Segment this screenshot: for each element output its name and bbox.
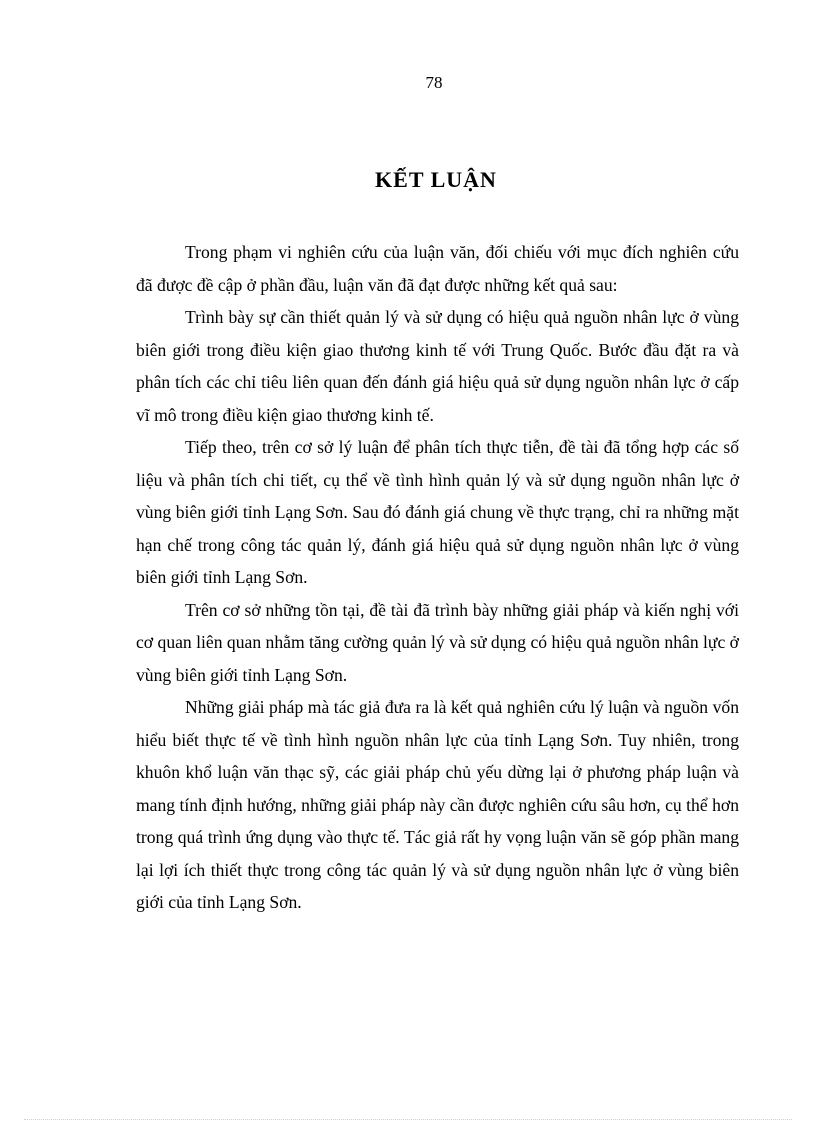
paragraph-intro: Trong phạm vi nghiên cứu của luận văn, đối chiếu với mục đích nghiên cứu đã được đề cập ở phần đầu, luận văn đã đạt được những kết quả sau:: [136, 242, 739, 295]
paragraph-analysis: Tiếp theo, trên cơ sở lý luận để phân tích thực tiễn, đề tài đã tổng hợp các số liệu và phân tích chi tiết, cụ thể về tình hình quản lý và sử dụng nguồn nhân lực ở vùng biên giới tỉnh Lạng Sơn. Sau đó đánh giá chung về thực trạng, chỉ ra những mặt hạn chế trong công tác quản lý, đánh giá hiệu quả sử dụng nguồn nhân lực ở vùng biên giới tỉnh Lạng Sơn.: [136, 437, 739, 587]
body-text: [136, 236, 739, 919]
paragraph-necessity: Trình bày sự cần thiết quản lý và sử dụng có hiệu quả nguồn nhân lực ở vùng biên giới trong điều kiện giao thương kinh tế với Trung Quốc. Bước đầu đặt ra và phân tích các chỉ tiêu liên quan đến đánh giá hiệu quả sử dụng nguồn nhân lực ở cấp vĩ mô trong điều kiện giao thương kinh tế.: [136, 307, 739, 425]
page-title: KẾT LUẬN: [375, 167, 497, 192]
paragraph-conclusion: Những giải pháp mà tác giả đưa ra là kết quả nghiên cứu lý luận và nguồn vốn hiểu biết thực tế về tình hình nguồn nhân lực của tỉnh Lạng Sơn. Tuy nhiên, trong khuôn khổ luận văn thạc sỹ, các giải pháp chủ yếu dừng lại ở phương pháp luận và mang tính định hướng, những giải pháp này cần được nghiên cứu sâu hơn, cụ thể hơn trong quá trình ứng dụng vào thực tế. Tác giả rất hy vọng luận văn sẽ góp phần mang lại lợi ích thiết thực trong công tác quản lý và sử dụng nguồn nhân lực ở vùng biên giới của tỉnh Lạng Sơn.: [136, 697, 739, 912]
paragraph-solutions: Trên cơ sở những tồn tại, đề tài đã trình bày những giải pháp và kiến nghị với cơ quan liên quan nhằm tăng cường quản lý và sử dụng có hiệu quả nguồn nhân lực ở vùng biên giới tỉnh Lạng Sơn.: [136, 599, 739, 685]
page-bottom-divider: [24, 1119, 792, 1120]
page-number: 78: [425, 73, 443, 92]
